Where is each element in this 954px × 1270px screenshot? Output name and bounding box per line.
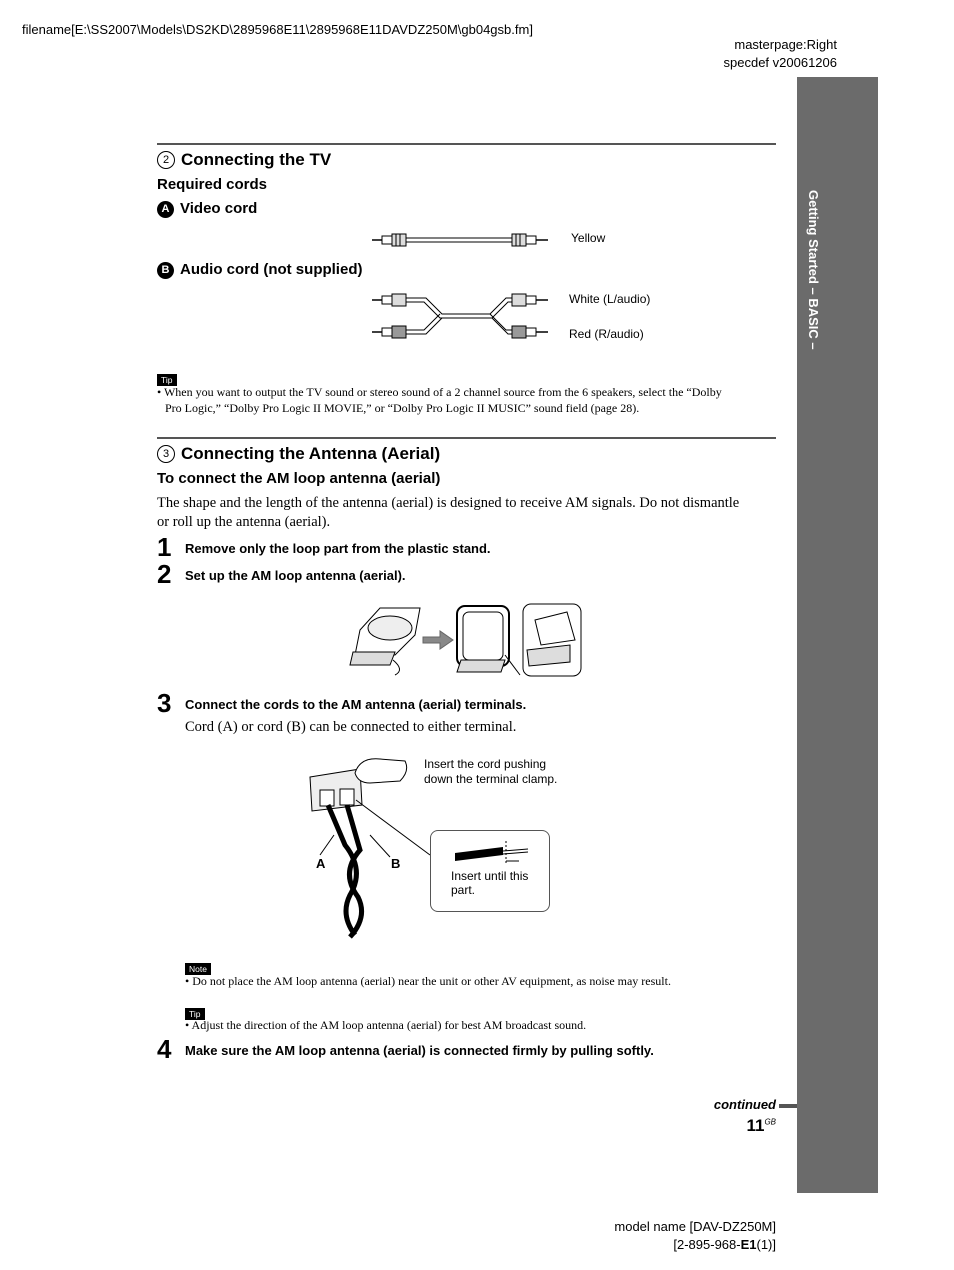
code-bold: E1 bbox=[740, 1237, 757, 1252]
model-code bbox=[673, 1237, 776, 1252]
code-suffix: (1)] bbox=[756, 1237, 776, 1252]
audio-cord-heading bbox=[157, 261, 362, 279]
sidebar-section-label: Getting Started – BASIC – bbox=[806, 190, 821, 350]
cord-label-a: A bbox=[316, 856, 326, 871]
continued-bar bbox=[779, 1104, 797, 1108]
yellow-label: Yellow bbox=[571, 231, 606, 245]
step-text: Make sure the AM loop antenna (aerial) is connected firmly by pulling softly. bbox=[185, 1043, 654, 1058]
step-text: Set up the AM loop antenna (aerial). bbox=[185, 568, 406, 583]
step-number: 3 bbox=[157, 688, 172, 718]
tip-badge-label: Tip bbox=[185, 1008, 205, 1020]
step-text: Remove only the loop part from the plastic stand. bbox=[185, 541, 491, 556]
section-title-tv bbox=[157, 150, 331, 170]
am-antenna-subtitle: To connect the AM loop antenna (aerial) bbox=[157, 470, 441, 487]
step-subtext: Cord (A) or cord (B) can be connected to either terminal. bbox=[185, 719, 517, 735]
section-number: 3 bbox=[157, 445, 175, 463]
model-name: model name [DAV-DZ250M] bbox=[614, 1219, 776, 1234]
callout-line1: Insert the cord pushing bbox=[424, 757, 547, 771]
specdef-label: specdef v20061206 bbox=[723, 55, 837, 70]
step-text: Connect the cords to the AM antenna (aerial) terminals. bbox=[185, 697, 527, 712]
step-number: 2 bbox=[157, 559, 172, 589]
intro-line1: The shape and the length of the antenna (aerial) is designed to receive AM signals. Do not dismantle bbox=[157, 495, 740, 511]
section-rule bbox=[157, 437, 776, 439]
masterpage-label: masterpage:Right bbox=[734, 37, 837, 52]
callout-line2: down the terminal clamp. bbox=[424, 772, 558, 786]
tip-text-line2: Pro Logic,” “Dolby Pro Logic II MOVIE,” or “Dolby Pro Logic II MUSIC” sound field (page 28). bbox=[165, 401, 640, 415]
cord-b-label: Audio cord (not supplied) bbox=[180, 261, 363, 278]
tip-badge-label: Tip bbox=[157, 374, 177, 386]
section-title-antenna bbox=[157, 444, 440, 464]
page-number bbox=[746, 1116, 776, 1136]
inset-text-line2: part. bbox=[451, 883, 476, 897]
tip-text: • Adjust the direction of the AM loop antenna (aerial) for best AM broadcast sound. bbox=[185, 1018, 587, 1032]
cord-letter-a: A bbox=[157, 201, 174, 218]
step-number: 4 bbox=[157, 1034, 172, 1064]
section-title-text: Connecting the Antenna (Aerial) bbox=[181, 444, 441, 463]
step-number: 1 bbox=[157, 532, 172, 562]
section-title-text: Connecting the TV bbox=[181, 150, 332, 169]
white-label: White (L/audio) bbox=[569, 292, 651, 306]
inset-text bbox=[451, 869, 528, 897]
page-suffix: GB bbox=[764, 1117, 776, 1127]
cord-label-b: B bbox=[391, 856, 401, 871]
section-rule bbox=[157, 143, 776, 145]
cord-a-label: Video cord bbox=[180, 200, 258, 217]
inset-text-line1: Insert until this bbox=[451, 869, 529, 883]
note-badge-label: Note bbox=[185, 963, 211, 975]
note-text: • Do not place the AM loop antenna (aerial) near the unit or other AV equipment, as noise may result. bbox=[185, 974, 671, 988]
cord-letter-b: B bbox=[157, 262, 174, 279]
antenna-setup-illustration bbox=[345, 600, 585, 680]
section-number: 2 bbox=[157, 151, 175, 169]
intro-line2: or roll up the antenna (aerial). bbox=[157, 514, 331, 530]
insert-inset bbox=[430, 830, 550, 912]
page-number-value: 11 bbox=[746, 1116, 765, 1135]
video-cord-illustration bbox=[370, 228, 570, 252]
video-cord-heading bbox=[157, 200, 257, 218]
wire-tip-icon bbox=[453, 841, 533, 863]
red-label: Red (R/audio) bbox=[569, 327, 644, 341]
filename-header: filename[E:\SS2007\Models\DS2KD\2895968E11\2895968E11DAVDZ250M\gb04gsb.fm] bbox=[22, 22, 533, 37]
required-cords-heading: Required cords bbox=[157, 176, 268, 193]
audio-cord-illustration bbox=[370, 288, 570, 344]
continued-label: continued bbox=[713, 1097, 776, 1112]
code-prefix: [2-895-968- bbox=[673, 1237, 741, 1252]
tip-text-line1: • When you want to output the TV sound or stereo sound of a 2 channel source from the 6 speakers, select the “Dolby bbox=[157, 385, 722, 399]
